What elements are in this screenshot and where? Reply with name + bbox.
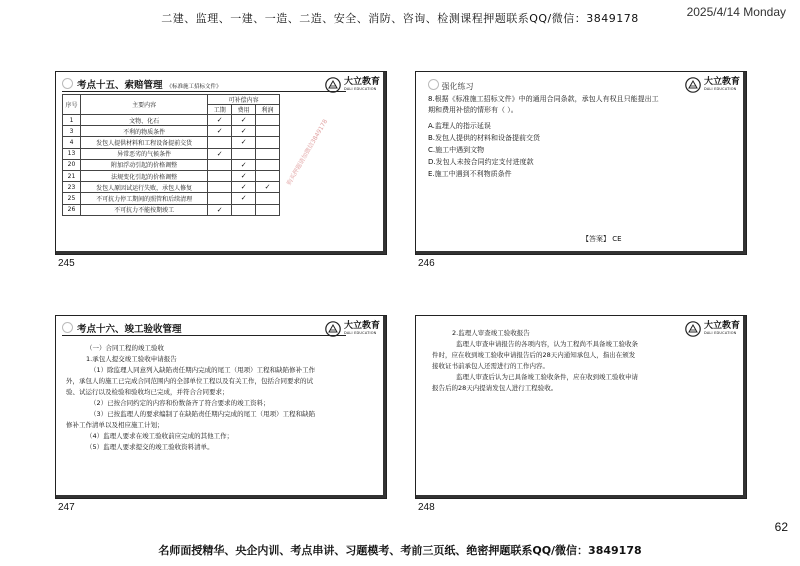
cell-period: ✓ <box>208 204 232 215</box>
header-cost: 费用 <box>232 105 256 115</box>
cell-cost <box>232 204 256 215</box>
table-row <box>63 159 280 170</box>
header-seq: 序号 <box>63 95 81 115</box>
bullet-circle-icon <box>62 322 73 333</box>
cell-seq: 3 <box>63 126 81 137</box>
logo-en-text: DALI EDUCATION <box>703 87 737 92</box>
dali-logo <box>685 320 740 338</box>
cell-profit <box>256 148 280 159</box>
cell-seq: 21 <box>63 170 81 181</box>
slide-number-248: 248 <box>418 502 435 513</box>
cell-period: ✓ <box>208 115 232 126</box>
dali-logo <box>685 76 740 94</box>
slide-number-245: 245 <box>58 258 75 269</box>
acceptance-body <box>66 343 316 453</box>
logo-cn-text: 大立教育 <box>703 77 740 88</box>
table-row <box>63 170 280 181</box>
table-row <box>63 204 280 215</box>
cell-content: 异常恶劣的气候条件 <box>80 148 207 159</box>
top-banner: 二建、监理、一建、一造、二造、安全、消防、咨询、检测课程押题联系QQ/微信：3849178 <box>161 12 639 25</box>
cell-content: 不利的物质条件 <box>80 126 207 137</box>
watermark: 购买押题请加微信3849178 <box>285 118 330 187</box>
header-content: 主要内容 <box>80 95 207 115</box>
cell-period <box>208 137 232 148</box>
item-4: （4）监理人要求在竣工验收前应完成的其他工作； <box>86 432 234 440</box>
logo-en-text: DALI EDUCATION <box>343 87 377 92</box>
cell-profit <box>256 204 280 215</box>
cell-period <box>208 182 232 193</box>
slide-number-246: 246 <box>418 258 435 269</box>
cell-seq: 23 <box>63 182 81 193</box>
cell-cost <box>232 148 256 159</box>
cell-cost: ✓ <box>232 137 256 148</box>
slide-248 <box>415 315 747 499</box>
cell-period: ✓ <box>208 126 232 137</box>
logo-cn-text: 大立教育 <box>343 77 380 88</box>
cell-content: 附加浮动引起的价格调整 <box>80 159 207 170</box>
cell-profit <box>256 159 280 170</box>
cell-seq: 26 <box>63 204 81 215</box>
cell-content: 不可抗力不能按期竣工 <box>80 204 207 215</box>
slide-247 <box>55 315 387 499</box>
cell-content: 法规变化引起的价格调整 <box>80 170 207 181</box>
date-stamp: 2025/4/14 Monday <box>686 5 786 19</box>
cell-period: ✓ <box>208 148 232 159</box>
review-heading: 2.监理人审查竣工验收报告 <box>452 329 530 337</box>
cell-period <box>208 170 232 181</box>
cell-profit <box>256 170 280 181</box>
section-heading: （一）合同工程的竣工验收 <box>86 344 164 352</box>
item-3: （3）已按监理人的要求编制了在缺陷责任期内完成的尾工（甩项）工程和缺陷修补工作清单以及相应施工计划； <box>66 410 316 429</box>
slide-245 <box>55 71 387 255</box>
cell-profit <box>256 137 280 148</box>
option-b: B.发包人提供的材料和设备提前交货 <box>428 134 541 142</box>
item-2: （2）已按合同约定的内容和份数备齐了符合要求的竣工资料； <box>90 399 270 407</box>
cell-content: 发包人原因试运行失败，承包人修复 <box>80 182 207 193</box>
cell-seq: 13 <box>63 148 81 159</box>
cell-seq: 20 <box>63 159 81 170</box>
dali-logo-icon <box>685 321 701 337</box>
dali-logo-icon <box>325 77 341 93</box>
cell-profit: ✓ <box>256 182 280 193</box>
header-period: 工期 <box>208 105 232 115</box>
claims-table <box>62 94 280 216</box>
exercise-title <box>428 78 474 92</box>
exercise-title-text: 强化练习 <box>441 82 474 91</box>
option-d: D.发包人未按合同约定支付进度款 <box>428 158 534 166</box>
header-profit: 利润 <box>256 105 280 115</box>
dali-logo <box>325 76 380 94</box>
dali-logo-icon <box>325 321 341 337</box>
review-paragraph-2: 监理人审查后认为已具备竣工验收条件，应在收到竣工验收申请报告后的28天内提请发包人进行工程验收。 <box>432 373 638 392</box>
cell-profit <box>256 126 280 137</box>
bullet-circle-icon <box>428 79 439 90</box>
table-row <box>63 137 280 148</box>
table-row <box>63 148 280 159</box>
dali-logo-icon <box>685 77 701 93</box>
cell-profit <box>256 193 280 204</box>
table-row <box>63 193 280 204</box>
cell-cost: ✓ <box>232 193 256 204</box>
page-number: 62 <box>774 520 788 534</box>
bullet-circle-icon <box>62 78 73 89</box>
bottom-banner: 名师面授精华、央企内训、考点串讲、习题模考、考前三页纸、绝密押题联系QQ/微信：3849178 <box>158 544 642 557</box>
header-compensable: 可补偿内容 <box>208 95 280 105</box>
cell-seq: 4 <box>63 137 81 148</box>
cell-content: 发包人提供材料和工程设备提前交货 <box>80 137 207 148</box>
dali-logo <box>325 320 380 338</box>
cell-seq: 1 <box>63 115 81 126</box>
table-row <box>63 182 280 193</box>
logo-en-text: DALI EDUCATION <box>343 331 377 336</box>
cell-cost: ✓ <box>232 170 256 181</box>
subsection-heading: 1.承包人提交竣工验收申请报告 <box>86 355 177 363</box>
cell-cost: ✓ <box>232 126 256 137</box>
cell-period <box>208 159 232 170</box>
cell-content: 文物、化石 <box>80 115 207 126</box>
table-row <box>63 115 280 126</box>
slide-title-text: 考点十六、竣工验收管理 <box>77 324 182 335</box>
option-c: C.施工中遇到文物 <box>428 146 485 154</box>
option-a: A.监理人的指示延误 <box>428 122 491 130</box>
slide-number-247: 247 <box>58 502 75 513</box>
cell-content: 不可抗力停工期间的照管和后续清理 <box>80 193 207 204</box>
review-paragraph-1: 监理人审查申请报告的各项内容，认为工程尚不具备竣工验收条件时，应在收到竣工验收申请报告后的28天内通知承包人，指出在颁发接收证书前承包人还需进行的工作内容。 <box>432 340 638 370</box>
item-5: （5）监理人要求提交的竣工验收资料清单。 <box>86 443 214 451</box>
table-row <box>63 126 280 137</box>
slide-title <box>62 321 182 335</box>
logo-cn-text: 大立教育 <box>343 321 380 332</box>
slide-title-text: 考点十五、索赔管理 <box>77 80 163 91</box>
cell-cost: ✓ <box>232 182 256 193</box>
question-options <box>428 120 540 180</box>
slide-subtitle: 《标准施工招标文件》 <box>166 84 222 90</box>
review-body <box>432 328 638 394</box>
answer-text: 【答案】 CE <box>582 235 622 243</box>
cell-cost: ✓ <box>232 159 256 170</box>
cell-cost: ✓ <box>232 115 256 126</box>
cell-period <box>208 193 232 204</box>
question-text: 8.根据《标准施工招标文件》中的通用合同条款，承包人有权且只能提出工期和费用补偿的情形有（ ）。 <box>428 95 659 114</box>
cell-seq: 25 <box>63 193 81 204</box>
cell-profit <box>256 115 280 126</box>
logo-cn-text: 大立教育 <box>703 321 740 332</box>
slide-246 <box>415 71 747 255</box>
logo-en-text: DALI EDUCATION <box>703 331 737 336</box>
slide-title <box>62 77 222 91</box>
item-1: （1）除监理人同意列入缺陷责任期内完成的尾工（甩项）工程和缺陷修补工作外，承包人的施工已完成合同范围内的全部单位工程以及有关工作，包括合同要求的试验、试运行以及检验和验收均已完成，并符合合同要求； <box>66 366 316 396</box>
option-e: E.施工中遇到不利物质条件 <box>428 170 512 178</box>
